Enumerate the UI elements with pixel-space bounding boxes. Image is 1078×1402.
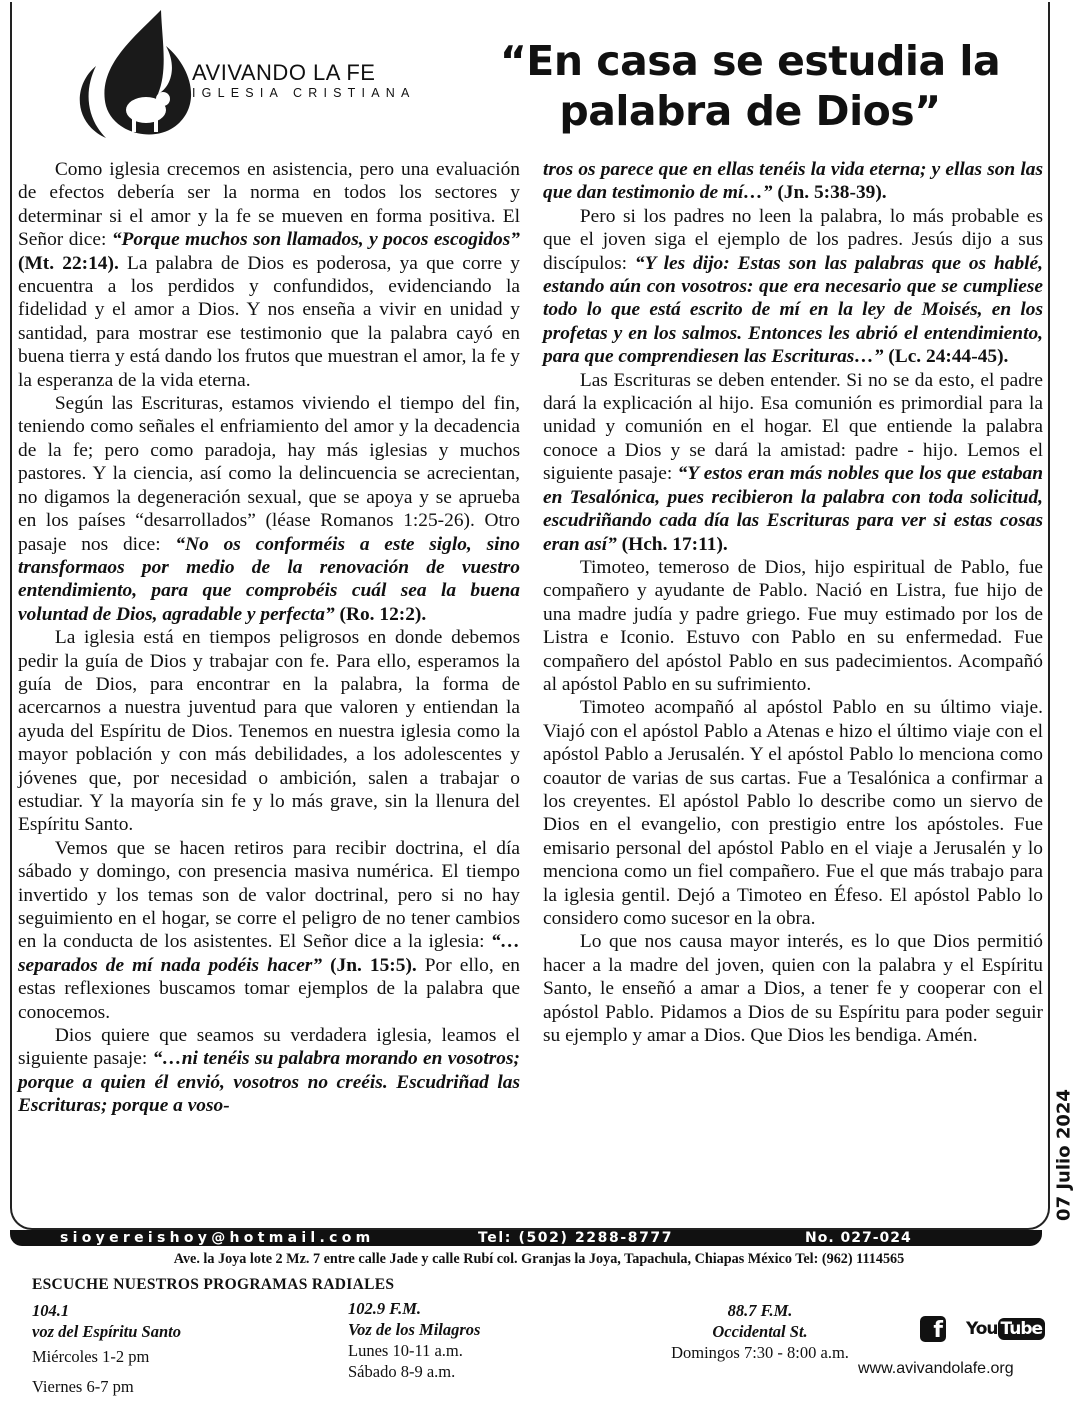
paragraph-3: La iglesia está en tiempos peligrosos en donde debemos pedir la guía de Dios y trabajar con fe. Para ello, esperamos la guía de Dios, para encontrar en la palabra, la forma de acercarnos a nuestra juventud para que valoren y entiendan la ayuda del Espíritu de Dios. Tenemos en nuestra iglesia como la mayor población y con más debilidades, a los adolescentes y jóvenes que, por necesidad o ambición, salen a trabajar o estudiar. Y la mayoría sin fe y lo más grave, sin la llenura del Espíritu Santo. <box>18 627 520 836</box>
contact-phone: Tel: (502) 2288-8777 <box>478 1230 674 1246</box>
issue-number: No. 027-024 <box>805 1230 912 1246</box>
contact-bar <box>10 1230 1042 1246</box>
issue-date <box>1049 1070 1078 1240</box>
facebook-icon[interactable]: f <box>920 1316 946 1342</box>
paragraph-text: Dios quiere que seamos su verdadera iglesia, leamos el siguiente pasaje: <box>18 1025 520 1070</box>
paragraph-9: Timoteo acompañó al apóstol Pablo en su último viaje. Viajó con el apóstol Pablo a Atenas e hizo el último viaje con el apóstol Pablo a Jerusalén. Y el apóstol Pablo lo menciona como coautor de varias de sus cartas. Fue a Tesalónica a confirmar a los creyentes. El apóstol Pablo lo describe como un siervo de Dios en el evangelio, con prestigio entre los apóstoles. Fue emisario personal del apóstol Pablo en el viaje a Jerusalén y lo menciona como un fiel compañero. Fue el que más trabajo para la iglesia gentil. Dejó a Timoteo en Éfeso. El apóstol Pablo lo considero como sucesor en la obra. <box>543 697 1043 929</box>
bible-reference: (Hch. 17:11). <box>616 533 728 555</box>
bible-quote: “Y estos eran más nobles que los que estaban en Tesalónica, pues recibieron la palabra con toda solicitud, escudriñando cada día las Escrituras para ver si estas cosas eran así” <box>543 463 1043 555</box>
station-frequency: 104.1 <box>32 1301 70 1320</box>
website-link[interactable]: www.avivandolafe.org <box>858 1360 1014 1377</box>
bible-reference: (Mt. 22:14). <box>18 252 119 274</box>
church-address: Ave. la Joya lote 2 Mz. 7 entre calle Jade y calle Rubí col. Granjas la Joya, Tapachula, Chiapas México Tel: (962) 1114565 <box>173 1251 905 1267</box>
contact-email[interactable]: sioyereishoy@hotmail.com <box>60 1230 375 1246</box>
youtube-you-text: You <box>966 1319 998 1339</box>
station-schedule: Lunes 10-11 a.m. <box>348 1341 463 1360</box>
paragraph-text: La palabra de Dios es poderosa, ya que corre y encuentra a los perdidos y confundidos, evidenciando la fidelidad y el amor a Dios. Y nos enseña a vivir en unidad y santidad, para mostrar ese testimonio que la palabra cayó en buena tierra y está dando los frutos que muestran el amor, la fe y la esperanza de la vida eterna. <box>18 252 520 391</box>
issue-date-text: 07 Julio 2024 <box>1053 1089 1075 1221</box>
bible-quote: “…separados de mí nada podéis hacer” <box>18 931 520 976</box>
title-line-2: palabra de Dios” <box>559 87 941 135</box>
bible-quote: “No os conforméis a este siglo, sino transformaos por medio de la renovación de vuestro entendimiento, para que comprobéis cuál sea la buena voluntad de Dios, agradable y perfecta” <box>18 533 520 625</box>
bible-reference: (Jn. 15:5). <box>322 954 417 976</box>
station-frequency: 88.7 F.M. <box>727 1301 793 1320</box>
radio-station-3 <box>640 1300 880 1363</box>
radio-programs-heading: ESCUCHE NUESTROS PROGRAMAS RADIALES <box>32 1276 395 1293</box>
station-frequency: 102.9 F.M. <box>348 1299 422 1318</box>
station-name: Voz de los Milagros <box>348 1320 481 1339</box>
station-name: Occidental St. <box>712 1322 808 1341</box>
paragraph-text: Las Escrituras se deben entender. Si no se da esto, el padre dará la explicación al hijo. Esa comunión es primordial para la unidad y comunión en el hogar. El que entiende la palabra conoce a Dios y se dará la amistad: padre - hijo. Lemos el siguiente pasaje: <box>543 369 1043 485</box>
paragraph-text: Según las Escrituras, estamos viviendo el tiempo del fin, teniendo como señales el enfriamiento del amor y la decadencia de la fe; pero como paradoja, hay más iglesias y muchos pastores. Y la ciencia, así como la delincuencia se acrecientan, no digamos la degeneración sexual, que se apoya y se aprueba en los países “desarrollados” (léase Romanos 1:25-26). Otro pasaje nos dice: <box>18 393 520 555</box>
youtube-icon[interactable] <box>966 1316 1045 1342</box>
bible-quote: tros os parece que en ellas tenéis la vida eterna; y ellas son las que dan testimonio de mí…” <box>543 159 1043 204</box>
radio-station-1 <box>32 1300 292 1402</box>
article-title <box>470 36 1030 136</box>
right-column <box>543 158 1043 1047</box>
brand-name: AVIVANDO LA FE <box>192 60 376 85</box>
paragraph-1 <box>18 158 520 392</box>
paragraph-5 <box>18 1024 520 1118</box>
station-schedule: Domingos 7:30 - 8:00 a.m. <box>671 1343 849 1362</box>
title-line-1: “En casa se estudia la <box>499 37 1001 85</box>
bible-reference: (Jn. 5:38-39). <box>772 182 887 204</box>
paragraph-6 <box>543 205 1043 369</box>
paragraph-4 <box>18 837 520 1024</box>
radio-station-2 <box>348 1298 568 1382</box>
youtube-tube-text: Tube <box>998 1318 1046 1340</box>
paragraph-text: Pero si los padres no leen la palabra, lo más probable es que el joven siga el ejemplo de los padres. Jesús dijo a sus discípulos: <box>543 205 1043 274</box>
paragraph-10: Lo que nos causa mayor interés, es lo que Dios permitió hacer a la madre del joven, quien con la palabra y el Espíritu Santo, le enseñó a amar a Dios, a tener fe y cooperar con el apóstol Pablo. Pidamos a Dios de su Espíritu para poder seguir su ejemplo y amar a Dios. Que Dios les bendiga. Amén. <box>543 931 1043 1047</box>
paragraph-text: Vemos que se hacen retiros para recibir doctrina, el día sábado y domingo, con presencia masiva numérica. El tiempo invertido y los temas son de valor doctrinal, pero si no hay seguimiento en el hogar, se corre el peligro de no tener cambios en la conducta de los asistentes. El Señor dice a la iglesia: <box>18 837 520 953</box>
bible-quote: “…ni tenéis su palabra morando en vosotros; porque a quien él envió, vosotros no creéis. Escudriñad las Escrituras; porque a voso- <box>18 1048 520 1117</box>
bible-quote: “Porque muchos son llamados, y pocos escogidos” <box>111 229 520 251</box>
bible-reference: (Ro. 12:2). <box>334 603 427 625</box>
paragraph-text: Por ello, en estas reflexiones buscamos tomar ejemplos de la palabra que conocemos. <box>18 954 520 1023</box>
station-schedule: Viernes 6-7 pm <box>32 1377 134 1396</box>
paragraph-text: Como iglesia crecemos en asistencia, pero una evaluación de efectos debería ser la norma en todos los sectores y determinar si el amor y la fe se mueven en forma positiva. El Señor dice: <box>18 159 520 251</box>
bible-reference: (Lc. 24:44-45). <box>883 346 1009 368</box>
paragraph-5-continued <box>543 158 1043 205</box>
left-column <box>18 158 520 1118</box>
station-schedule: Sábado 8-9 a.m. <box>348 1362 456 1381</box>
paragraph-2 <box>18 392 520 626</box>
station-schedule: Miércoles 1-2 pm <box>32 1347 150 1366</box>
paragraph-8: Timoteo, temeroso de Dios, hijo espiritual de Pablo, fue compañero y ayudante de Pablo. Nació en Listra, fue hijo de una madre judía y padre griego. Fue muy estimado por los de Listra e Iconio. Estuvo con Pablo en su enfermedad. Fue compañero del apóstol Pablo en sus padecimientos. Acompañó al apóstol Pablo en su sufrimiento. <box>543 556 1043 695</box>
paragraph-7 <box>543 369 1043 556</box>
station-name: voz del Espíritu Santo <box>32 1322 181 1341</box>
brand-subtitle: IGLESIA CRISTIANA <box>192 86 416 100</box>
bible-quote: “Y les dijo: Estas son las palabras que os hablé, estando aún con vosotros: que era necesario que se cumpliese todo lo que está escrito de mí en la ley de Moisés, en los profetas y en los salmos. Entonces les abrió el entendimiento, para que comprendiesen las Escrituras…” <box>543 252 1043 368</box>
